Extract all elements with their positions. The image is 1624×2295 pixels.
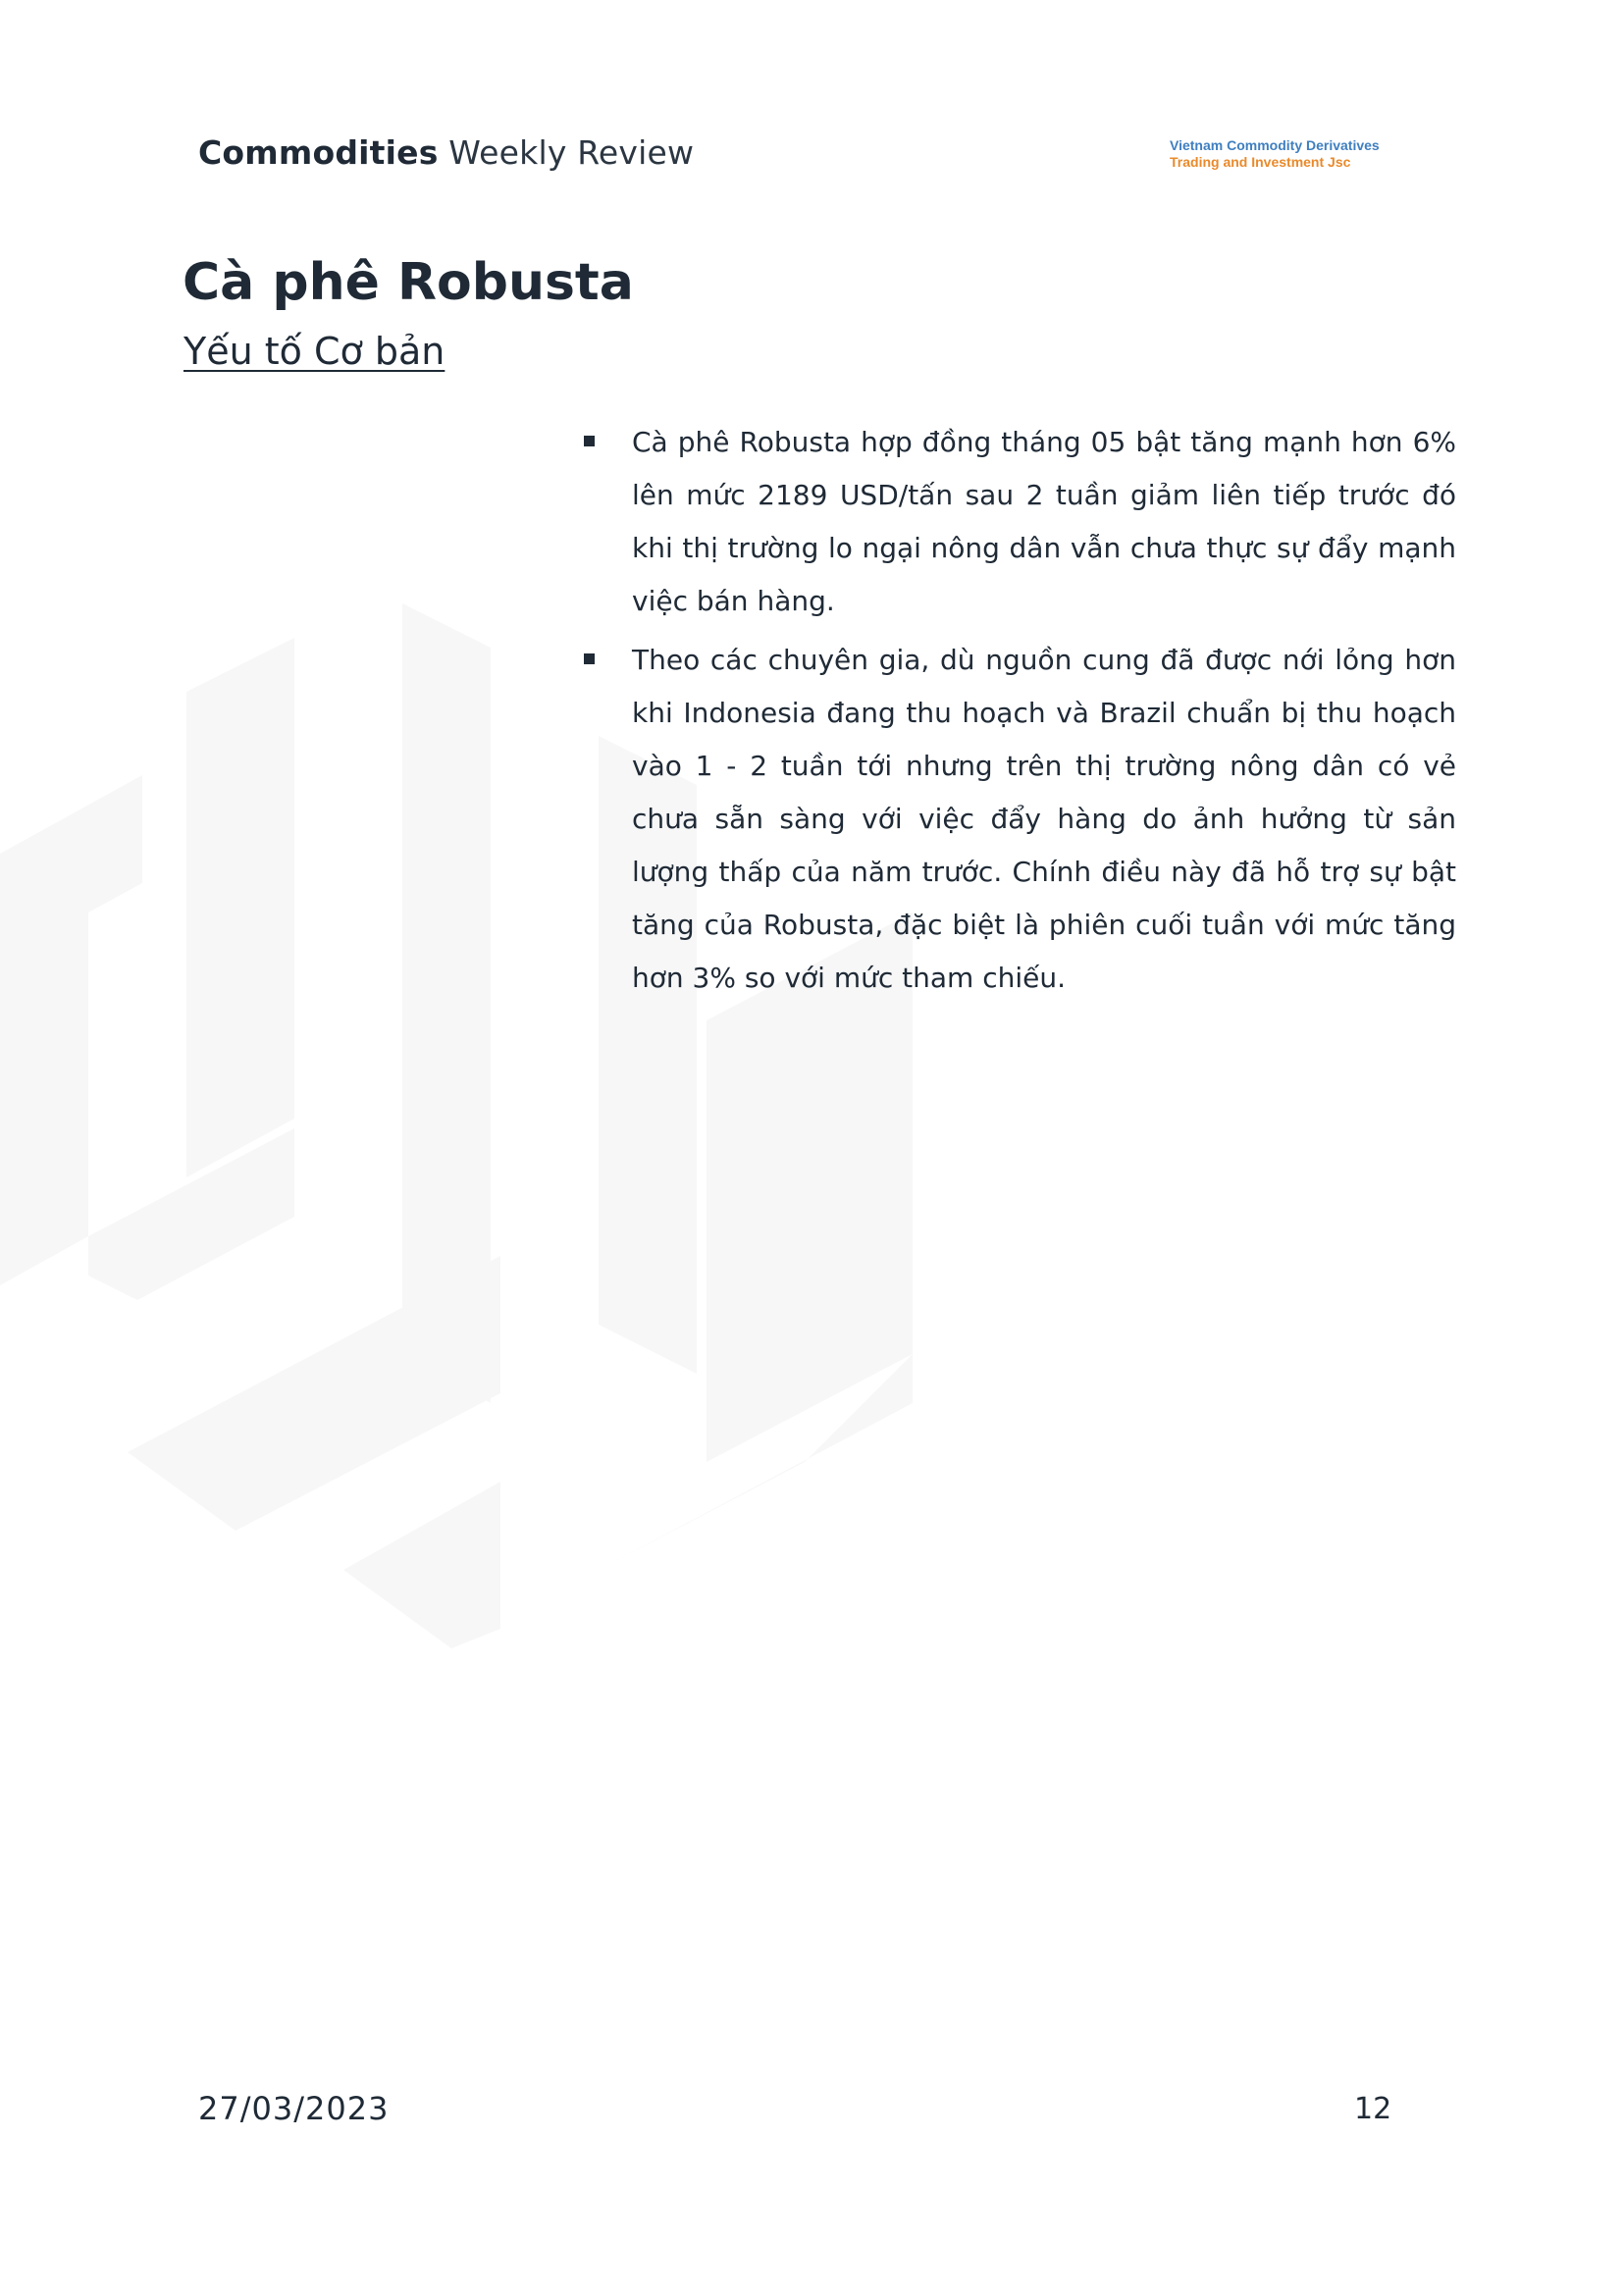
section-title: Cà phê Robusta — [183, 253, 634, 312]
header-title-rest: Weekly Review — [448, 133, 695, 172]
page-number: 12 — [1354, 2092, 1392, 2126]
square-bullet-icon — [584, 436, 595, 446]
logo-line-1: Vietnam Commodity Derivatives — [1170, 137, 1380, 153]
company-logo — [1170, 137, 1380, 171]
bullet-list — [581, 416, 1456, 1011]
square-bullet-icon — [584, 653, 595, 664]
bullet-text: Theo các chuyên gia, dù nguồn cung đã được nới lỏng hơn khi Indonesia đang thu hoạch và Brazil chuẩn bị thu hoạch vào 1 - 2 tuần tới nhưng trên thị trường nông dân có vẻ chưa sẵn sàng với việc đẩy hàng do ảnh hưởng từ sản lượng thấp của năm trước. Chính điều này đã hỗ trợ sự bật tăng của Robusta, đặc biệt là phiên cuối tuần với mức tăng hơn 3% so với mức tham chiếu. — [632, 644, 1456, 994]
logo-line-2: Trading and Investment Jsc — [1170, 154, 1351, 170]
section-subtitle: Yếu tố Cơ bản — [183, 330, 445, 373]
bullet-item — [581, 416, 1456, 628]
bullet-item — [581, 634, 1456, 1005]
report-header — [198, 133, 694, 172]
header-title-bold: Commodities — [198, 133, 439, 172]
bullet-text: Cà phê Robusta hợp đồng tháng 05 bật tăng mạnh hơn 6% lên mức 2189 USD/tấn sau 2 tuần giảm liên tiếp trước đó khi thị trường lo ngại nông dân vẫn chưa thực sự đẩy mạnh việc bán hàng. — [632, 426, 1456, 617]
footer-date: 27/03/2023 — [198, 2090, 390, 2127]
